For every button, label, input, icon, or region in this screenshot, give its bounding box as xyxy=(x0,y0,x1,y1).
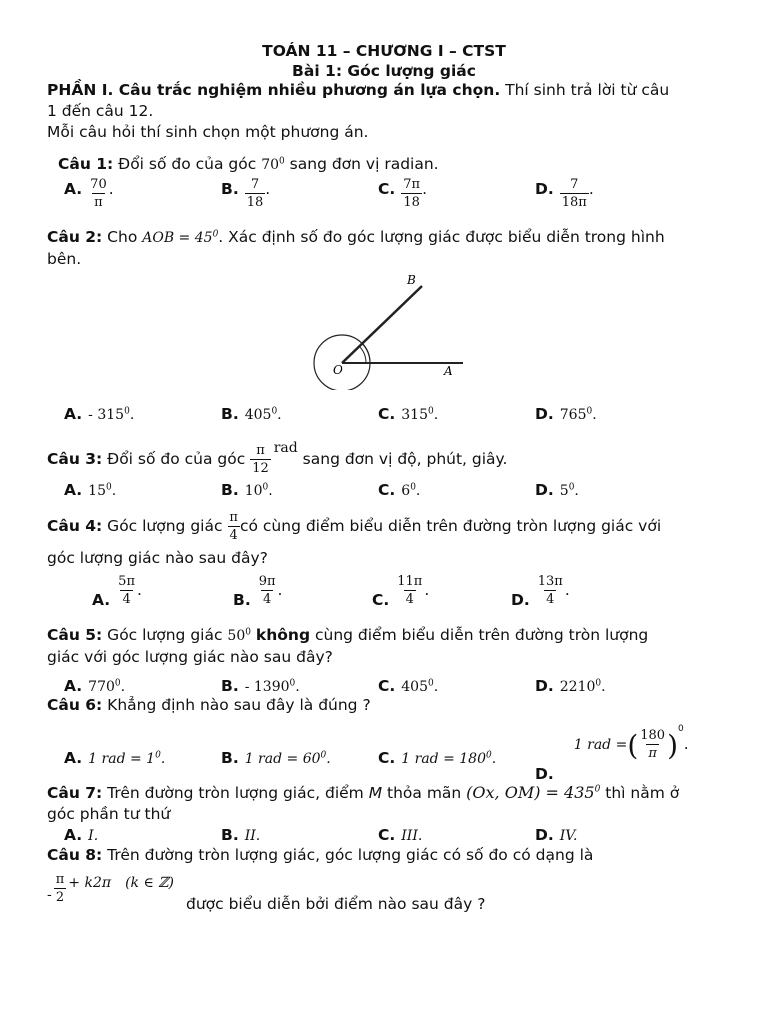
fraction: $\frac{70}{\pi}$ xyxy=(90,177,107,210)
question-2 xyxy=(47,228,665,246)
option-b[interactable]: B. $\frac{9\pi}{4}$ . xyxy=(233,574,283,609)
option-label: C. xyxy=(378,749,396,767)
option-label: D. xyxy=(535,677,554,695)
ray-ob xyxy=(342,286,422,363)
question-text: có cùng điểm biểu diễn trên đường tròn lượng giác với xyxy=(239,517,662,535)
part-text-line3: Mỗi câu hỏi thí sinh chọn một phương án. xyxy=(47,123,369,141)
fraction: $\frac{7}{18}$ xyxy=(246,177,264,210)
math-angle: $50^0$ xyxy=(227,627,251,644)
part-heading: PHẦN I. Câu trắc nghiệm nhiều phương án lựa chọn. xyxy=(47,81,501,99)
option-label: B. xyxy=(221,481,239,499)
option-label: A. xyxy=(64,180,83,198)
lesson-title: Bài 1: Góc lượng giác xyxy=(292,62,476,80)
option-label: D. xyxy=(535,826,554,844)
option-label: A. xyxy=(64,677,83,695)
question-text: Góc lượng giác xyxy=(102,517,228,535)
option-label: D. xyxy=(511,591,530,609)
option-d[interactable]: D. $5^0$. xyxy=(535,481,579,499)
option-a[interactable]: A. - $315^0$. xyxy=(64,405,135,423)
option-label: C. xyxy=(378,677,396,695)
option-label: B. xyxy=(221,405,239,423)
option-label: A. xyxy=(64,749,83,767)
fraction: $\frac{\pi}{4}$ xyxy=(229,510,238,543)
question-text: thì nằm ở xyxy=(600,784,680,802)
option-c[interactable]: C. $315^0$. xyxy=(378,405,439,423)
angle-arc xyxy=(359,346,366,363)
option-label: D. xyxy=(535,405,554,423)
option-label: B. xyxy=(221,749,239,767)
option-b[interactable]: B. - 1390$^0$. xyxy=(221,677,300,695)
question-3 xyxy=(47,440,507,476)
option-b[interactable]: B. 1 rad = $60^0$. xyxy=(221,749,331,767)
option-label: D. xyxy=(535,765,554,783)
question-number: Câu 3: xyxy=(47,450,103,468)
question-6 xyxy=(47,696,371,714)
option-label: C. xyxy=(372,591,390,609)
part-text: Thí sinh trả lời từ câu xyxy=(500,81,670,99)
part-instruction xyxy=(47,81,669,99)
question-number: Câu 8: xyxy=(47,846,103,864)
option-b[interactable]: B. $\frac{7}{18}$ . xyxy=(221,177,271,210)
question-text: Góc lượng giác xyxy=(102,626,228,644)
option-b[interactable]: B. $405^0$. xyxy=(221,405,282,423)
question-text-cont: góc phần tư thứ xyxy=(47,805,171,823)
option-label: B. xyxy=(233,591,251,609)
math-expression: (Ox, $OM) = 435^0$ xyxy=(466,783,601,802)
option-a[interactable]: A. I. xyxy=(64,826,99,844)
option-label: A. xyxy=(64,826,83,844)
option-d[interactable]: D. IV. xyxy=(535,826,578,844)
question-text: sang đơn vị radian. xyxy=(284,155,439,173)
question-text: cùng điểm biểu diễn trên đường tròn lượng xyxy=(310,626,649,644)
option-label: C. xyxy=(378,826,396,844)
question-text: . Xác định số đo góc lượng giác được biểu diễn trong hình xyxy=(218,228,665,246)
option-label: B. xyxy=(221,180,239,198)
option-label: A. xyxy=(64,405,83,423)
option-label: D. xyxy=(535,481,554,499)
question-text: thỏa mãn xyxy=(382,784,467,802)
question-5 xyxy=(47,626,648,644)
option-c[interactable]: C. $405^0$. xyxy=(378,677,439,695)
question-text: Đổi số đo của góc xyxy=(113,155,262,173)
option-a[interactable]: A. $\frac{70}{\pi}$ . xyxy=(64,177,114,210)
label-a: A xyxy=(444,364,453,378)
question-1 xyxy=(58,155,439,173)
option-label: C. xyxy=(378,180,396,198)
option-label: B. xyxy=(221,826,239,844)
option-c[interactable]: C. $\frac{7\pi}{18}$ . xyxy=(378,177,428,210)
fraction: $\frac{5\pi}{4}$ xyxy=(118,574,135,607)
question-7 xyxy=(47,783,679,802)
option-b[interactable]: B. II. xyxy=(221,826,261,844)
question-text: Đổi số đo của góc xyxy=(102,450,251,468)
option-c[interactable]: C. $\frac{11\pi}{4}$ . xyxy=(372,574,430,609)
option-c[interactable]: C. $6^0$. xyxy=(378,481,421,499)
option-d[interactable]: D. $\frac{13\pi}{4}$ . xyxy=(511,574,570,609)
fraction: $\frac{180}{\pi}$ xyxy=(640,728,666,761)
fraction: $\frac{9\pi}{4}$ xyxy=(258,574,276,607)
option-label: A. xyxy=(92,591,111,609)
question-text: Cho xyxy=(102,228,143,246)
angle-figure xyxy=(300,270,470,390)
option-a[interactable]: A. $\frac{5\pi}{4}$ . xyxy=(92,574,142,609)
unit-rad: rad xyxy=(273,440,298,456)
fraction: $\frac{7\pi}{18}$ xyxy=(403,177,421,210)
option-d[interactable]: D. $\frac{7}{18\pi}$ . xyxy=(535,177,594,210)
option-d[interactable]: D. 2210$^0$. xyxy=(535,677,606,695)
option-label: C. xyxy=(378,405,396,423)
option-label: B. xyxy=(221,677,239,695)
option-a[interactable]: A. $770^0$. xyxy=(64,677,126,695)
question-number: Câu 1: xyxy=(58,155,114,173)
fraction: $\frac{7}{18\pi}$ xyxy=(561,177,587,210)
emphasis-text: không xyxy=(255,626,311,644)
question-number: Câu 5: xyxy=(47,626,103,644)
question-text-cont: góc lượng giác nào sau đây? xyxy=(47,549,268,567)
question-number: Câu 7: xyxy=(47,784,103,802)
question-text: sang đơn vị độ, phút, giây. xyxy=(297,450,508,468)
option-label: D. xyxy=(535,180,554,198)
option-a[interactable]: A. 1 rad = $1^0$. xyxy=(64,749,166,767)
option-d[interactable]: D. $765^0$. xyxy=(535,405,597,423)
point-m: M xyxy=(368,784,383,802)
fraction: $\frac{\pi}{2}$ xyxy=(55,872,65,905)
question-text-cont: giác với góc lượng giác nào sau đây? xyxy=(47,648,333,666)
option-b[interactable]: B. $10^0$. xyxy=(221,481,273,499)
option-c[interactable]: C. 1 rad = $180^0$. xyxy=(378,749,497,767)
label-o: O xyxy=(333,363,343,377)
question-4 xyxy=(47,510,661,543)
math-expression: - $\frac{\pi}{2}$ + k2π (k ∈ ℤ) xyxy=(47,872,174,905)
label-b: B xyxy=(407,273,416,287)
question-8 xyxy=(47,846,593,864)
question-number: Câu 2: xyxy=(47,228,103,246)
question-text-cont: được biểu diễn bởi điểm nào sau đây ? xyxy=(186,895,486,913)
question-number: Câu 4: xyxy=(47,517,103,535)
page-title: TOÁN 11 – CHƯƠNG I – CTST xyxy=(262,42,506,60)
option-c[interactable]: C. III. xyxy=(378,826,423,844)
math-angle: $70^0$ xyxy=(261,156,285,173)
question-text: Khẳng định nào sau đây là đúng ? xyxy=(102,696,371,714)
part-text-line2: 1 đến câu 12. xyxy=(47,102,154,120)
question-text: Trên đường tròn lượng giác, điểm xyxy=(102,784,369,802)
question-text: Trên đường tròn lượng giác, góc lượng giác có số đo có dạng là xyxy=(102,846,594,864)
option-label: C. xyxy=(378,481,396,499)
math-angle: AOB = $45^0$ xyxy=(142,229,219,246)
fraction: $\frac{\pi}{12}$ xyxy=(252,443,269,476)
option-a[interactable]: A. $15^0$. xyxy=(64,481,117,499)
option-d[interactable]: D.1 rad =( $\frac{180}{\pi}$ )$^0$. xyxy=(535,724,689,783)
question-number: Câu 6: xyxy=(47,696,103,714)
question-text-cont: bên. xyxy=(47,250,82,268)
fraction: $\frac{11\pi}{4}$ xyxy=(397,574,423,607)
option-label: A. xyxy=(64,481,83,499)
fraction: $\frac{13\pi}{4}$ xyxy=(537,574,563,607)
